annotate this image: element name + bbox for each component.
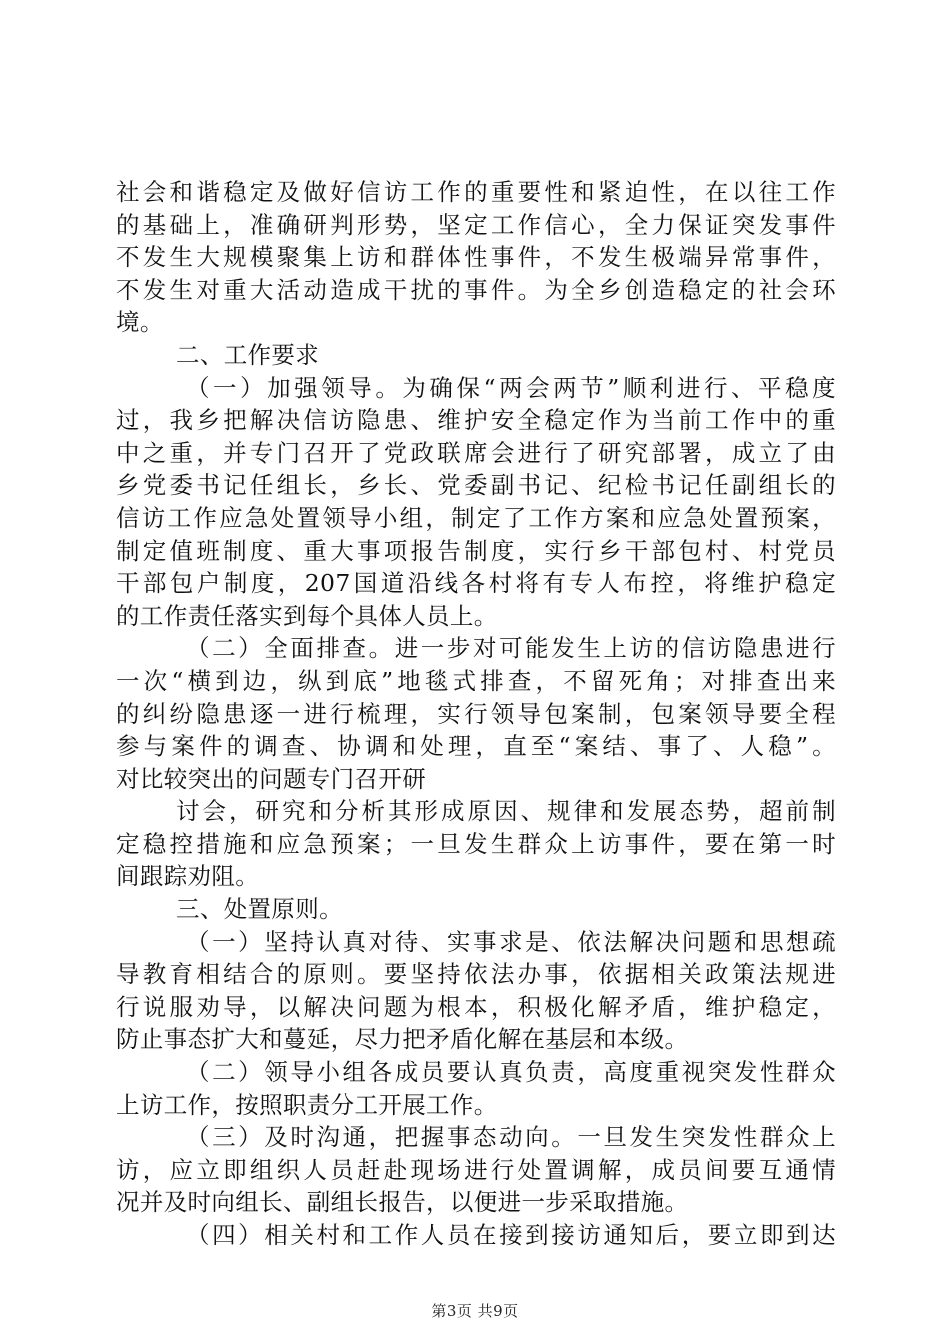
text-line: （二）全面排查。进一步对可能发生上访的信访隐患进行	[186, 634, 836, 663]
text-line: （一）坚持认真对待、实事求是、依法解决问题和思想疏	[186, 927, 836, 956]
text-line: 不发生大规模聚集上访和群体性事件，不发生极端异常事件，	[116, 243, 836, 272]
text-line: 对比较突出的问题专门召开研	[116, 764, 427, 793]
text-line: 境。	[116, 308, 164, 337]
text-line: （四）相关村和工作人员在接到接访通知后，要立即到达	[186, 1221, 836, 1249]
text-line: 防止事态扩大和蔓延，尽力把矛盾化解在基层和本级。	[116, 1025, 689, 1054]
text-line: 间跟踪劝阻。	[116, 862, 260, 891]
text-line: 干部包户制度，207国道沿线各村将有专人布控，将维护稳定	[116, 569, 836, 598]
text-line: 的工作责任落实到每个具体人员上。	[116, 601, 498, 630]
section-heading: 三、处置原则。	[176, 895, 343, 924]
text-line: 行说服劝导，以解决问题为根本，积极化解矛盾，维护稳定，	[116, 992, 836, 1021]
text-line: 讨会，研究和分析其形成原因、规律和发展态势，超前制	[176, 797, 836, 826]
text-line: 信访工作应急处置领导小组，制定了工作方案和应急处置预案，	[116, 503, 836, 532]
text-line: （二）领导小组各成员要认真负责，高度重视突发性群众	[186, 1058, 836, 1087]
text-line: 不发生对重大活动造成干扰的事件。为全乡创造稳定的社会环	[116, 275, 836, 304]
text-line: 中之重，并专门召开了党政联席会进行了研究部署，成立了由	[116, 438, 836, 467]
text-line: 制定值班制度、重大事项报告制度，实行乡干部包村、村党员	[116, 536, 836, 565]
text-line: （三）及时沟通，把握事态动向。一旦发生突发性群众上	[186, 1123, 836, 1152]
page-number: 第3页 共9页	[431, 1302, 519, 1320]
text-line: 上访工作，按照职责分工开展工作。	[116, 1090, 498, 1119]
text-line: 的纠纷隐患逐一进行梳理，实行领导包案制，包案领导要全程	[116, 699, 836, 728]
text-line: 参与案件的调查、协调和处理，直至“案结、事了、人稳”。	[116, 732, 836, 761]
text-line: 定稳控措施和应急预案；一旦发生群众上访事件，要在第一时	[116, 829, 836, 858]
text-line: 访，应立即组织人员赶赴现场进行处置调解，成员间要互通情	[116, 1155, 836, 1184]
text-line: （一）加强领导。为确保“两会两节”顺利进行、平稳度	[186, 373, 836, 402]
document-body	[116, 176, 836, 1252]
text-line: 的基础上，准确研判形势，坚定工作信心，全力保证突发事件	[116, 210, 836, 239]
section-heading: 二、工作要求	[176, 340, 320, 369]
text-line: 乡党委书记任组长，乡长、党委副书记、纪检书记任副组长的	[116, 471, 836, 500]
text-line: 过，我乡把解决信访隐患、维护安全稳定作为当前工作中的重	[116, 406, 836, 435]
text-line: 社会和谐稳定及做好信访工作的重要性和紧迫性，在以往工作	[116, 178, 836, 206]
text-line: 一次“横到边，纵到底”地毯式排查，不留死角；对排查出来	[116, 666, 836, 695]
text-line: 况并及时向组长、副组长报告，以便进一步采取措施。	[116, 1188, 689, 1217]
text-line: 导教育相结合的原则。要坚持依法办事，依据相关政策法规进	[116, 960, 836, 989]
